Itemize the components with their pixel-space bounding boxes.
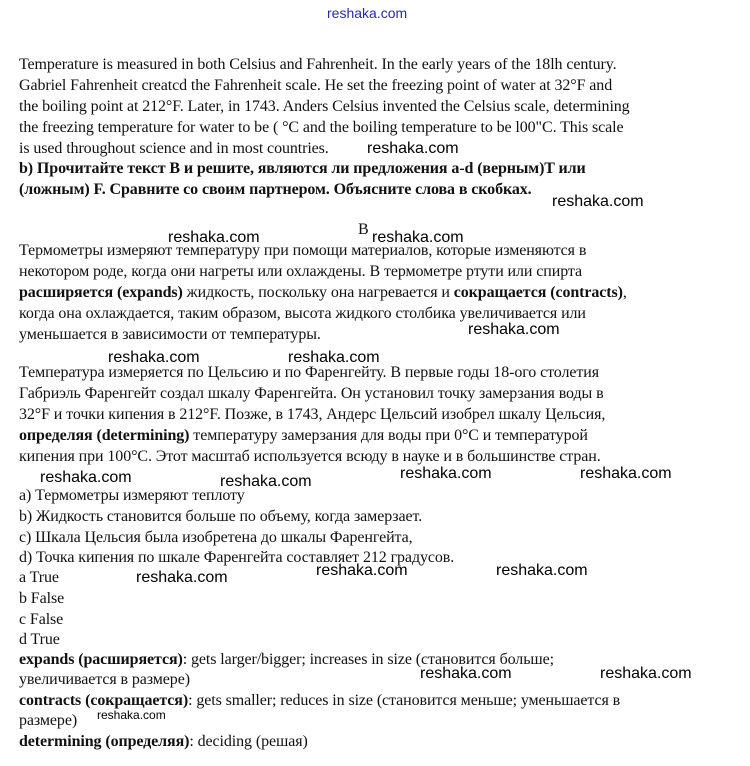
task-line: (ложным) F. Сравните со своим партнером. Объясните слова в скобках.: [19, 181, 532, 198]
paragraph1-line: Термометры измеряют температуру при помощи материалов, которые изменяются в: [19, 242, 587, 259]
watermark: reshaka.com: [468, 321, 560, 338]
paragraph1-line: когда она охлаждается, таким образом, высота жидкого столбика увеличивается или: [19, 305, 586, 322]
watermark: reshaka.com: [420, 665, 512, 682]
english-text-line: is used throughout science and in most countries.: [19, 140, 329, 157]
answer-item: b False: [19, 590, 65, 607]
paragraph2-line: Температура измеряется по Цельсию и по Фаренгейту. В первые годы 18-ого столетия: [19, 364, 599, 381]
watermark: reshaka.com: [288, 349, 380, 366]
statement-item: a) Термометры измеряют теплоту: [19, 487, 245, 504]
term-contracts: сокращается (contracts): [453, 284, 623, 301]
watermark: reshaka.com: [168, 229, 260, 246]
paragraph2-text: температуру замерзания для воды при 0°C и температурой: [189, 427, 588, 444]
glossary-term: determining (определяя): [19, 733, 190, 750]
statement-item: b) Жидкость становится больше по объему, когда замерзает.: [19, 508, 423, 525]
paragraph2-line: Габриэль Фаренгейт создал шкалу Фаренгейта. Он установил точку замерзания воды в: [19, 385, 604, 402]
watermark: reshaka.com: [220, 473, 312, 490]
glossary-definition: : gets larger/bigger; increases in size (становится больше;: [182, 651, 554, 668]
english-text-line: the boiling point at 212°F. Later, in 1743. Anders Celsius invented the Celsius scale, determining: [19, 98, 630, 115]
english-text-line: Temperature is measured in both Celsius and Fahrenheit. In the early years of the 18lh century.: [19, 56, 617, 73]
glossary-definition: : gets smaller; reduces in size (становится меньше; уменьшается в: [188, 692, 621, 709]
watermark: reshaka.com: [136, 569, 228, 586]
glossary-definition: увеличивается в размере): [19, 671, 190, 688]
english-text-line: the freezing temperature for water to be ( °C and the boiling temperature to be l00"C. This scale: [19, 119, 624, 136]
term-expands: расширяется (expands): [19, 284, 183, 301]
watermark: reshaka.com: [316, 562, 408, 579]
watermark-top: reshaka.com: [327, 5, 408, 21]
answer-item: c False: [19, 611, 64, 628]
watermark: reshaka.com: [580, 465, 672, 482]
glossary-definition: : deciding (решая): [189, 733, 308, 750]
watermark: reshaka.com: [367, 140, 459, 157]
glossary-term: expands (расширяется): [19, 651, 183, 668]
watermark: reshaka.com: [496, 562, 588, 579]
watermark: reshaka.com: [400, 465, 492, 482]
glossary-definition: размере): [19, 712, 78, 729]
statement-item: d) Точка кипения по шкале Фаренгейта составляет 212 градусов.: [19, 549, 455, 566]
section-label: B: [358, 221, 369, 238]
paragraph1-line: [19, 284, 627, 302]
watermark: reshaka.com: [600, 665, 692, 682]
task-line: b) Прочитайте текст В и решите, являются ли предложения a-d (верным)T или: [19, 160, 586, 177]
glossary-entry: [19, 733, 308, 751]
answer-item: a True: [19, 569, 59, 586]
watermark: reshaka.com: [552, 193, 644, 210]
paragraph2-line: 32°F и точки кипения в 212°F. Позже, в 1743, Андерс Цельсий изобрел шкалу Цельсия,: [19, 406, 606, 423]
paragraph1-line: уменьшается в зависимости от температуры.: [19, 326, 321, 343]
term-determining: определяя (determining): [19, 427, 190, 444]
paragraph2-line: кипения при 100°C. Этот масштаб используется всюду в науке и в большинстве стран.: [19, 448, 601, 465]
paragraph2-line: [19, 427, 588, 445]
answer-item: d True: [19, 631, 60, 648]
glossary-term: contracts (сокращается): [19, 692, 189, 709]
watermark: reshaka.com: [40, 469, 132, 486]
watermark: reshaka.com: [108, 349, 200, 366]
statement-item: c) Шкала Цельсия была изобретена до шкалы Фаренгейта,: [19, 529, 413, 546]
paragraph1-text: жидкость, поскольку она нагревается и: [182, 284, 454, 301]
watermark: reshaka.com: [97, 708, 166, 722]
paragraph1-line: некотором роде, когда они нагреты или охлаждены. В термометре ртути или спирта: [19, 263, 582, 280]
watermark: reshaka.com: [372, 229, 464, 246]
english-text-line: Gabriel Fahrenheit creatcd the Fahrenheit scale. He set the freezing point of water at 32°F and: [19, 77, 613, 94]
paragraph1-text: ,: [622, 284, 627, 301]
